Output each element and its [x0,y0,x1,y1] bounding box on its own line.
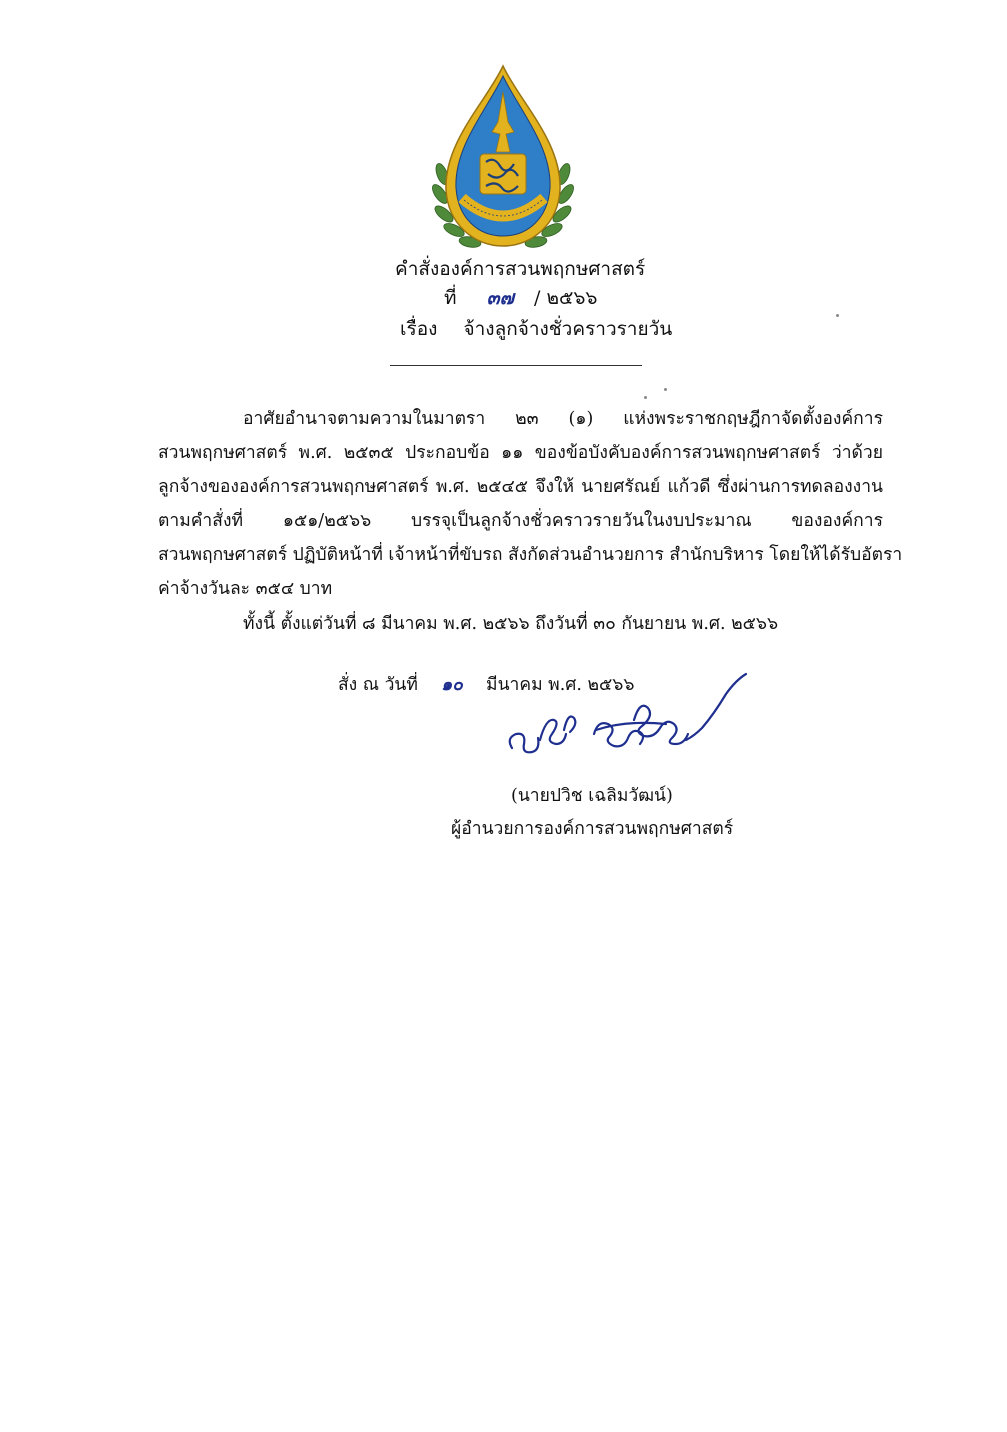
effective-period: ทั้งนี้ ตั้งแต่วันที่ ๘ มีนาคม พ.ศ. ๒๕๖๖ ถึงวันที่ ๓๐ กันยายน พ.ศ. ๒๕๖๖ [243,614,779,634]
order-title: คำสั่งองค์การสวนพฤกษศาสตร์ [395,258,646,280]
order-date-day-handwritten: ๑๐ [441,675,463,695]
body-line: สวนพฤกษศาสตร์ พ.ศ. ๒๕๓๕ ประกอบข้อ ๑๑ ของข้อบังคับองค์การสวนพฤกษศาสตร์ ว่าด้วย [158,443,883,463]
signature-graphic [500,670,760,780]
subject-label: เรื่อง [400,318,438,340]
organization-emblem [432,62,574,254]
order-body-paragraph [158,402,903,606]
order-number-year: / ๒๕๖๖ [534,287,598,309]
body-line: อาศัยอำนาจตามความในมาตรา ๒๓ (๑) แห่งพระราชกฤษฎีกาจัดตั้งองค์การ [243,409,883,429]
signatory-name: (นายปวิช เฉลิมวัฒน์) [511,786,673,806]
order-number-handwritten: ๓๗ [486,287,514,309]
body-line: ค่าจ้างวันละ ๓๕๔ บาท [158,579,333,599]
order-number-line [444,285,597,311]
header-divider [390,365,642,366]
scan-speck [644,396,647,399]
body-line: ตามคำสั่งที่ ๑๕๑/๒๕๖๖ บรรจุเป็นลูกจ้างชั่วคราวรายวันในงบประมาณ ขององค์การ [158,511,883,531]
order-subject-line [400,316,672,342]
scan-speck [664,388,667,391]
body-line: สวนพฤกษศาสตร์ ปฏิบัติหน้าที่ เจ้าหน้าที่ขับรถ สังกัดส่วนอำนวยการ สำนักบริหาร โดยให้ได้รับอัตรา [158,545,903,565]
emblem-graphic [432,62,574,254]
subject-text: จ้างลูกจ้างชั่วคราวรายวัน [463,318,673,340]
handwritten-signature [500,670,760,780]
signatory-position: ผู้อำนวยการองค์การสวนพฤกษศาสตร์ [451,819,734,839]
order-date-month-year: มีนาคม พ.ศ. ๒๕๖๖ [486,675,635,695]
body-line: ลูกจ้างขององค์การสวนพฤกษศาสตร์ พ.ศ. ๒๕๔๕ จึงให้ นายศรัณย์ แก้วดี ซึ่งผ่านการทดลองงาน [158,477,883,497]
order-date-prefix: สั่ง ณ วันที่ [338,675,418,695]
order-number-prefix: ที่ [444,287,457,309]
scan-speck [836,314,839,317]
